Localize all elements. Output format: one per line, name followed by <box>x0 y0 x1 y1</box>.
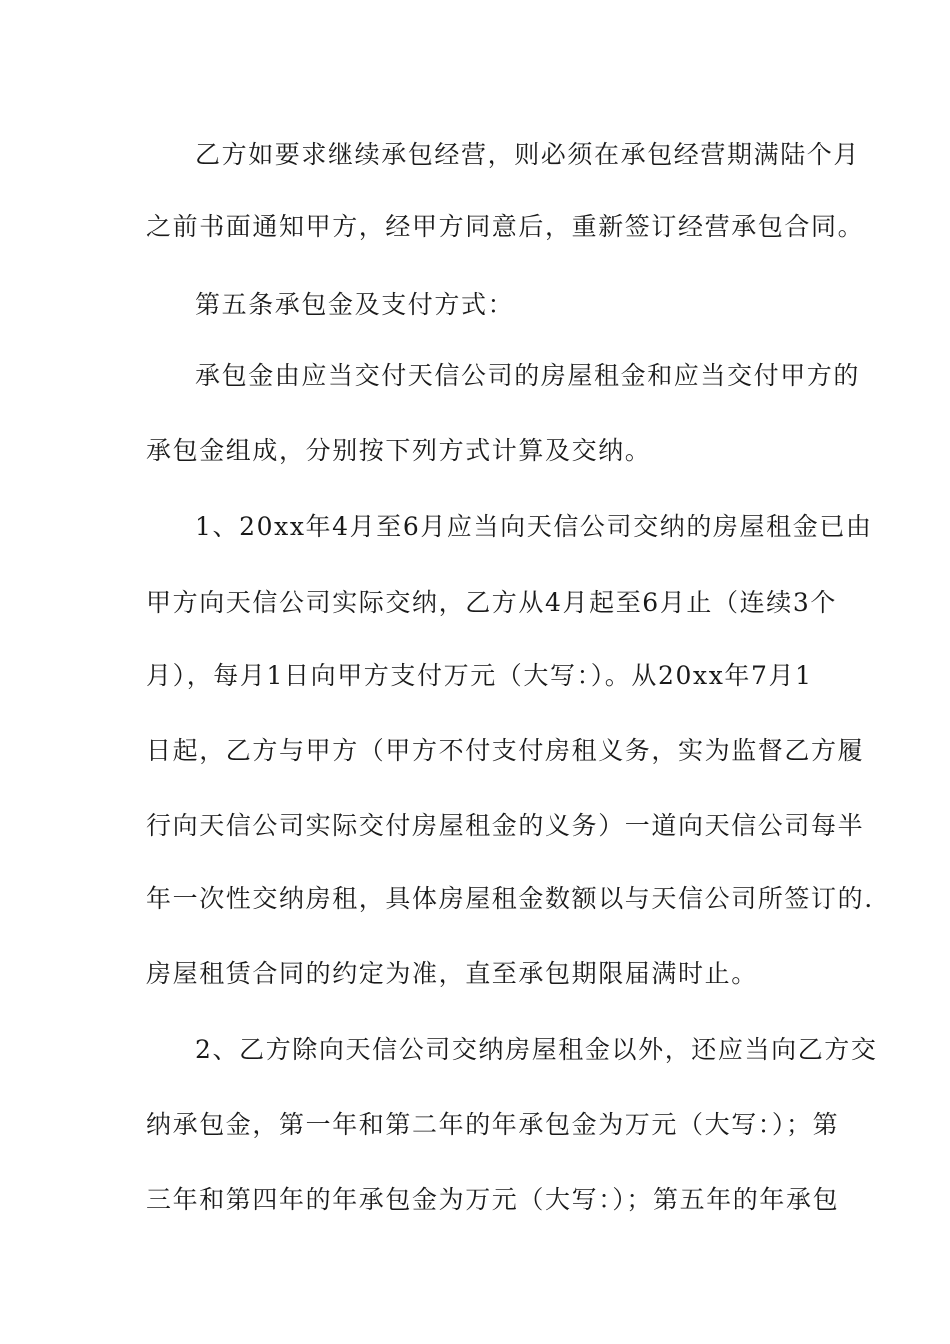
paragraph-line: 年一次性交纳房租，具体房屋租金数额以与天信公司所签订的. <box>146 884 874 913</box>
paragraph-line: 行向天信公司实际交付房屋租金的义务）一道向天信公司每半 <box>146 811 865 840</box>
paragraph-line: 纳承包金，第一年和第二年的年承包金为万元（大写：）；第 <box>146 1110 840 1139</box>
paragraph-line: 房屋租赁合同的约定为准，直至承包期限届满时止。 <box>146 959 758 988</box>
paragraph-line: 乙方如要求继续承包经营，则必须在承包经营期满陆个月 <box>195 140 861 169</box>
paragraph-line: 承包金组成，分别按下列方式计算及交纳。 <box>146 436 652 465</box>
section-heading: 第五条承包金及支付方式： <box>195 290 515 319</box>
paragraph-line: 2、乙方除向天信公司交纳房屋租金以外，还应当向乙方交 <box>195 1035 878 1064</box>
paragraph-line: 月），每月1日向甲方支付万元（大写：）。从20xx年7月1 <box>146 661 813 690</box>
paragraph-line: 日起，乙方与甲方（甲方不付支付房租义务，实为监督乙方履 <box>146 736 865 765</box>
paragraph-line: 之前书面通知甲方，经甲方同意后，重新签订经营承包合同。 <box>146 212 865 241</box>
paragraph-line: 三年和第四年的年承包金为万元（大写：）；第五年的年承包 <box>146 1185 840 1214</box>
paragraph-line: 1、20xx年4月至6月应当向天信公司交纳的房屋租金已由 <box>195 512 873 541</box>
paragraph-line: 甲方向天信公司实际交纳，乙方从4月起至6月止（连续3个 <box>146 588 837 617</box>
paragraph-line: 承包金由应当交付天信公司的房屋租金和应当交付甲方的 <box>195 361 861 390</box>
